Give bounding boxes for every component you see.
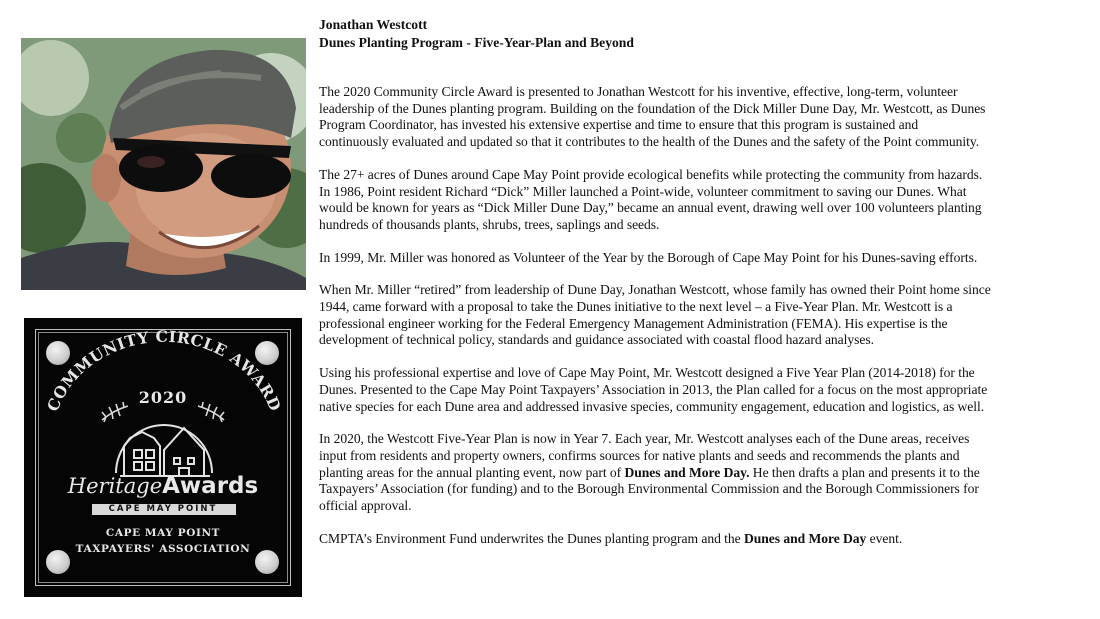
portrait-illustration — [21, 38, 306, 290]
paragraph-6-event-name: Dunes and More Day. — [624, 464, 750, 480]
plaque-awards: Awards — [162, 473, 259, 499]
plaque-artwork — [24, 318, 302, 597]
plaque-heritage: Heritage — [67, 474, 163, 498]
paragraph-6 — [319, 431, 1084, 515]
paragraph-5: Using his professional expertise and love of Cape May Point, Mr. Westcott designed a Five Year Plan (2014-2018) for the Dunes. Presented to the Cape May Point Taxpayers’ Association in 2013, the Plan called for a focus on the most appropriate native species for each Dune area and addressed invasive species, community engagement, education and logistics, as well. — [319, 365, 988, 414]
paragraph-2: The 27+ acres of Dunes around Cape May Point provide ecological benefits while protecting the community from hazards. In 1986, Point resident Richard “Dick” Miller launched a Point-wide, volunteer commitment to saving our Dunes. What would be known for years as “Dick Miller Dune Day,” became an annual event, drawing well over 100 volunteers planting hundreds of thousands plants, shrubs, trees, saplings and seeds. — [319, 166, 983, 232]
plaque-line1: CAPE MAY POINT — [105, 527, 221, 539]
plaque-heritage-awards — [24, 473, 302, 499]
plaque-year: 2020 — [138, 388, 188, 407]
honoree-name: Jonathan Westcott — [319, 17, 428, 32]
paragraph-1: The 2020 Community Circle Award is presented to Jonathan Westcott for his inventive, effective, long-term, volunteer leadership of the Dunes planting program. Building on the foundation of the Dick Miller Dune Day, Mr. Westcott, as Dunes Program Coordinator, has invested his extensive expertise and time to ensure that this program is sustained and continuously evaluated and updated so that it contributes to the health of the Dunes and the safety of the Point community. — [319, 84, 986, 150]
paragraph-7-part-c: event. — [866, 530, 903, 546]
paragraph-7 — [319, 531, 1084, 548]
paragraph-6-part-a: In 2020, the Westcott Five-Year Plan is now in Year 7. Each year, Mr. Westcott analyses each of the Dune areas, receives input from residents and property owners, confirms sources for native plants and seeds and recommends the plants and planting areas for the annual planting event, now part of — [319, 431, 970, 480]
program-title: Dunes Planting Program - Five-Year-Plan and Beyond — [319, 35, 634, 50]
paragraph-7-part-a: CMPTA’s Environment Fund underwrites the Dunes planting program and the — [319, 530, 744, 546]
plaque-banner-text: CAPE MAY POINT — [108, 504, 218, 514]
award-plaque-image — [24, 318, 302, 597]
paragraph-4: When Mr. Miller “retired” from leadership of Dune Day, Jonathan Westcott, whose family has owned their Point home since 1944, came forward with a proposal to take the Dunes initiative to the next level – a Five-Year Plan. Mr. Westcott is a professional engineer working for the Federal Emergency Management Administration (FEMA). His expertise is the development of technical policy, standards and guidance associated with coastal flood hazard analyses. — [319, 282, 991, 348]
houses-emblem-icon — [116, 425, 212, 476]
paragraph-7-event-name: Dunes and More Day — [743, 530, 867, 546]
paragraph-3: In 1999, Mr. Miller was honored as Volunteer of the Year by the Borough of Cape May Point for his Dunes-saving efforts. — [319, 249, 978, 265]
portrait-photo — [21, 38, 306, 290]
plaque-line2: TAXPAYERS' ASSOCIATION — [75, 543, 251, 555]
article-body — [319, 16, 1084, 547]
plaque-arc-title: COMMUNITY CIRCLE AWARD — [42, 326, 286, 415]
paragraph-6-part-c: He then drafts a plan and presents it to the Taxpayers’ Association (for funding) and to the Borough Environmental Commission and the Borough Commissioners for official approval. — [319, 464, 980, 514]
